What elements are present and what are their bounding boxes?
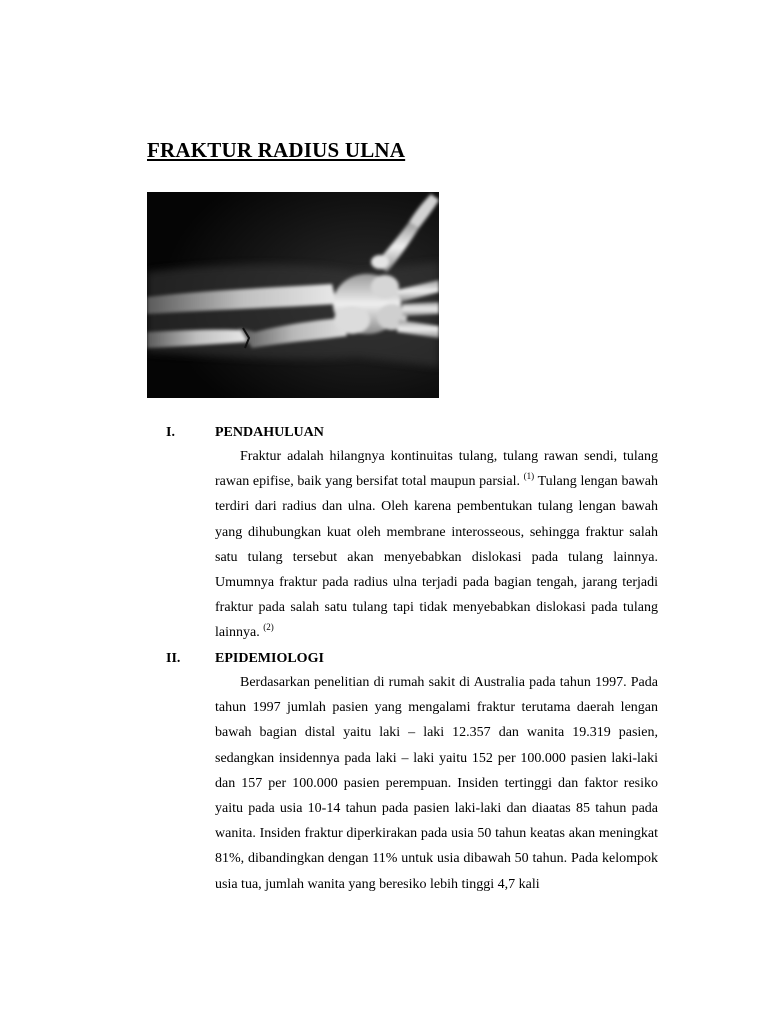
xray-forearm-fracture-image <box>147 192 439 398</box>
paragraph-text: Berdasarkan penelitian di rumah sakit di Australia pada tahun 1997. Pada tahun 1997 jumlah pasien yang mengalami fraktur terutama daerah lengan bawah bagian distal yaitu laki – laki 12.357 dan wanita 19.319 pasien, sedangkan insidennya pada laki – laki yaitu 152 per 100.000 pasien laki-laki dan 157 per 100.000 pasien perempuan. Insiden tertinggi dan faktor resiko yaitu pada usia 10-14 tahun pada pasien laki-laki dan diaatas 85 tahun pada wanita. Insiden fraktur diperkirakan pada usia 50 tahun keatas akan meningkat 81%, dibandingkan dengan 11% untuk usia dibawah 50 tahun. Pada kelompok usia tua, jumlah wanita yang beresiko lebih tinggi 4,7 kali <box>215 675 658 892</box>
section-heading: PENDAHULUAN <box>215 425 324 440</box>
citation-marker: (1) <box>523 471 535 482</box>
paragraph-text: Fraktur adalah hilangnya kontinuitas tulang, tulang rawan sendi, tulang rawan epifise, baik yang bersifat total maupun parsial. <box>215 449 658 490</box>
section-heading: EPIDEMIOLOGI <box>215 651 324 666</box>
section-number: I. <box>166 425 175 440</box>
paragraph-text: Tulang lengan bawah terdiri dari radius dan ulna. Oleh karena pembentukan tulang lengan bawah yang dihubungkan kuat oleh membrane interosseous, sehingga fraktur salah satu tulang tersebut akan menyebabkan dislokasi pada tulang lainnya. Umumnya fraktur pada radius ulna terjadi pada bagian tengah, jarang terjadi fraktur pada salah satu tulang tapi tidak menyebabkan dislokasi pada tulang lainnya. <box>215 474 658 641</box>
section-paragraph <box>215 670 658 897</box>
section-number: II. <box>166 651 181 666</box>
citation-marker: (2) <box>263 622 274 633</box>
document-title: FRAKTUR RADIUS ULNA <box>147 138 406 162</box>
section-paragraph <box>215 444 658 646</box>
